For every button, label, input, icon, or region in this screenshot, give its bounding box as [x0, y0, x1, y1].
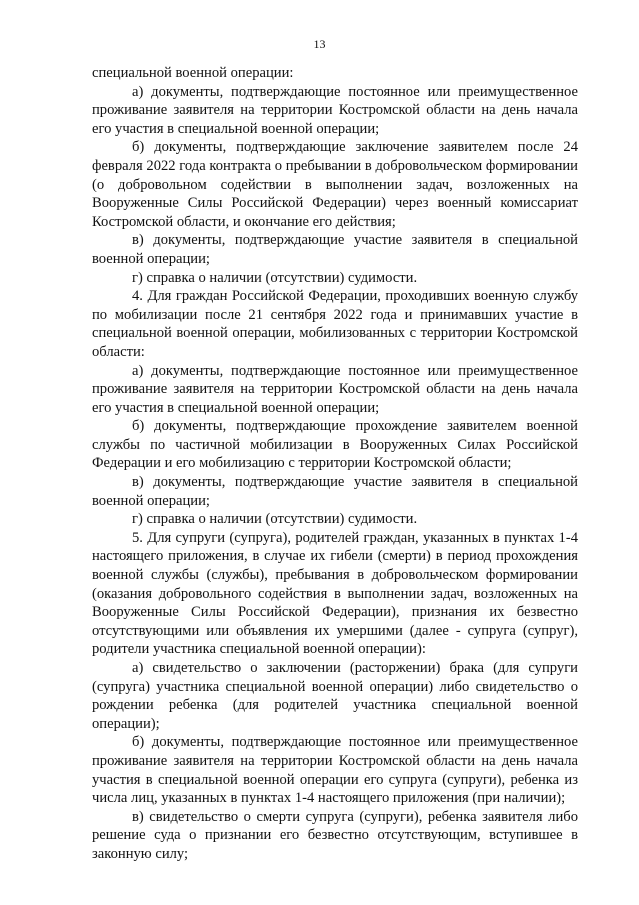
paragraph: а) документы, подтверждающие постоянное или преимущественное проживание заявителя на территории Костромской области на день начала его участия в специальной военной операции; — [92, 83, 578, 137]
section-heading-5: 5. Для супруги (супруга), родителей граждан, указанных в пунктах 1-4 настоящего приложения, в случае их гибели (смерти) в период прохождения военной службы (службы), пребывания в добровольческом формировании (оказания добровольного содействия в выполнении задач, возложенных на Вооруженные Силы Российской Федерации), признания их безвестно отсутствующими или объявления их умершими (далее - супруга (супруг), родители участника специальной военной операции): — [92, 529, 578, 658]
section-heading-4: 4. Для граждан Российской Федерации, проходивших военную службу по мобилизации после 21 сентября 2022 года и принимавших участие в специальной военной операции, мобилизованных с территории Костромской области: — [92, 288, 578, 360]
paragraph: г) справка о наличии (отсутствии) судимости. — [132, 269, 418, 286]
paragraph: б) документы, подтверждающие прохождение заявителем военной службы по частичной мобилизации в Вооруженных Силах Российской Федерации и его мобилизацию с территории Костромской области; — [92, 418, 578, 472]
page-number: 13 — [313, 37, 326, 51]
paragraph: а) документы, подтверждающие постоянное или преимущественное проживание заявителя на территории Костромской области на день начала его участия в специальной военной операции; — [92, 362, 578, 416]
paragraph: в) документы, подтверждающие участие заявителя в специальной военной операции; — [92, 232, 578, 267]
paragraph-continuation: специальной военной операции: — [92, 65, 294, 81]
paragraph: в) свидетельство о смерти супруга (супруги), ребенка заявителя либо решение суда о признании его безвестно отсутствующим, вступившее в законную силу; — [92, 808, 578, 862]
paragraph: б) документы, подтверждающие заключение заявителем после 24 февраля 2022 года контракта о пребывании в добровольческом формировании (о добровольном содействии в выполнении задач, возложенных на Вооруженные Силы Российской Федерации) через военный комиссариат Костромской области, и окончание его действия; — [92, 139, 578, 230]
paragraph: г) справка о наличии (отсутствии) судимости. — [132, 511, 418, 528]
paragraph: а) свидетельство о заключении (расторжении) брака (для супруги (супруга) участника специальной военной операции) либо свидетельство о рождении ребенка (для родителей участника специальной военной операции); — [92, 660, 578, 732]
paragraph: в) документы, подтверждающие участие заявителя в специальной военной операции; — [92, 474, 578, 509]
paragraph: б) документы, подтверждающие постоянное или преимущественное проживание заявителя на территории Костромской области на день начала участия в специальной военной операции его супруга (супруги), ребенка из числа лиц, указанных в пунктах 1-4 настоящего приложения (при наличии); — [92, 734, 578, 807]
document-body — [92, 64, 578, 864]
